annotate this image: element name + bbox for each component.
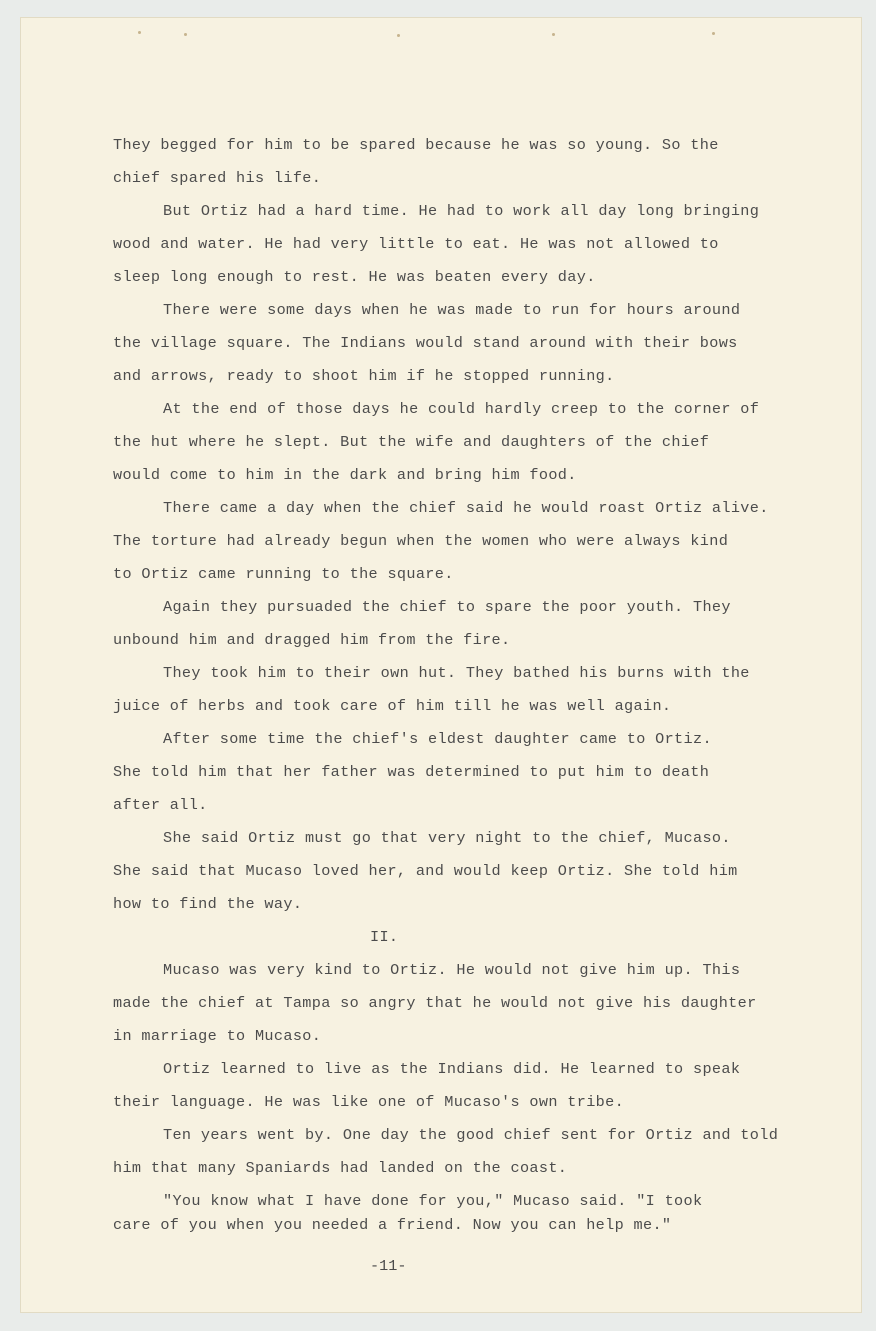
text-line: their language. He was like one of Mucaso's own tribe. <box>113 1093 625 1111</box>
text-line: Mucaso was very kind to Ortiz. He would not give him up. This <box>163 961 741 979</box>
text-line: "You know what I have done for you," Mucaso said. "I took <box>163 1192 703 1210</box>
text-line: to Ortiz came running to the square. <box>113 565 454 583</box>
text-line: They begged for him to be spared because he was so young. So the <box>113 136 719 154</box>
page-number: -11- <box>370 1257 407 1275</box>
page-speck <box>397 34 400 37</box>
text-line: She told him that her father was determined to put him to death <box>113 763 710 781</box>
text-line: care of you when you needed a friend. Now you can help me." <box>113 1216 672 1234</box>
text-line: But Ortiz had a hard time. He had to work all day long bringing <box>163 202 760 220</box>
text-line: They took him to their own hut. They bathed his burns with the <box>163 664 750 682</box>
text-line: made the chief at Tampa so angry that he would not give his daughter <box>113 994 757 1012</box>
text-line: She said that Mucaso loved her, and would keep Ortiz. She told him <box>113 862 738 880</box>
text-line: The torture had already begun when the women who were always kind <box>113 532 729 550</box>
text-line: unbound him and dragged him from the fire. <box>113 631 511 649</box>
text-line: Again they pursuaded the chief to spare the poor youth. They <box>163 598 731 616</box>
text-line: how to find the way. <box>113 895 303 913</box>
text-line: sleep long enough to rest. He was beaten every day. <box>113 268 596 286</box>
page-speck <box>138 31 141 34</box>
body-text <box>113 129 833 1237</box>
text-line: After some time the chief's eldest daughter came to Ortiz. <box>163 730 712 748</box>
text-line: Ten years went by. One day the good chief sent for Ortiz and told <box>163 1126 779 1144</box>
page-speck <box>712 32 715 35</box>
text-line: juice of herbs and took care of him till he was well again. <box>113 697 672 715</box>
text-line: after all. <box>113 796 208 814</box>
page-speck <box>184 33 187 36</box>
text-line: There came a day when the chief said he would roast Ortiz alive. <box>163 499 769 517</box>
text-line: in marriage to Mucaso. <box>113 1027 322 1045</box>
section-heading: II. <box>370 928 399 946</box>
typewritten-page <box>20 17 862 1313</box>
text-line: would come to him in the dark and bring him food. <box>113 466 577 484</box>
page-speck <box>552 33 555 36</box>
text-line: the hut where he slept. But the wife and daughters of the chief <box>113 433 710 451</box>
text-line: him that many Spaniards had landed on the coast. <box>113 1159 568 1177</box>
text-line: and arrows, ready to shoot him if he stopped running. <box>113 367 615 385</box>
text-line: Ortiz learned to live as the Indians did. He learned to speak <box>163 1060 741 1078</box>
text-line: the village square. The Indians would stand around with their bows <box>113 334 738 352</box>
text-line: She said Ortiz must go that very night to the chief, Mucaso. <box>163 829 731 847</box>
text-line: At the end of those days he could hardly creep to the corner of <box>163 400 760 418</box>
text-line: chief spared his life. <box>113 169 322 187</box>
text-line: wood and water. He had very little to eat. He was not allowed to <box>113 235 719 253</box>
text-line: There were some days when he was made to run for hours around <box>163 301 741 319</box>
